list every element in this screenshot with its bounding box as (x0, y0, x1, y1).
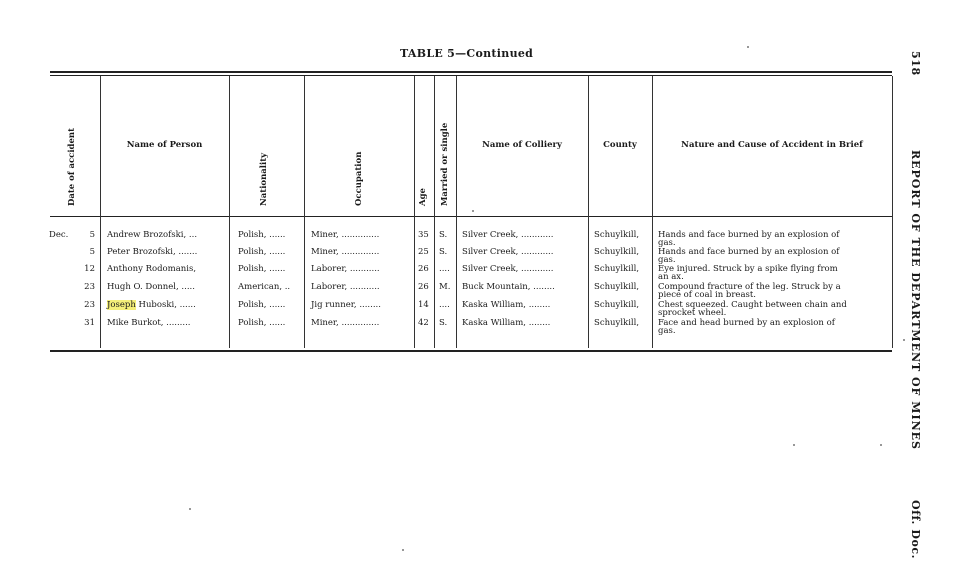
column-divider (100, 76, 101, 348)
scan-speck (402, 549, 404, 551)
cell-colliery: Kaska William, ........ (462, 300, 551, 310)
header-name: Name of Person (126, 140, 203, 150)
cell-occupation: Miner, .............. (311, 318, 380, 328)
column-divider (229, 76, 230, 348)
nature-line: Compound fracture of the leg. Struck by a (658, 282, 841, 292)
nature-line: sprocket wheel. (658, 308, 727, 318)
scan-speck (903, 339, 905, 341)
cell-nationality: Polish, ...... (238, 230, 286, 240)
header-county: County (603, 140, 637, 150)
cell-married: M. (439, 282, 451, 292)
column-divider (414, 76, 415, 348)
cell-name (107, 300, 196, 311)
nature-line: Eye injured. Struck by a spike flying from (658, 264, 838, 274)
name-remainder: Huboski, ...... (135, 300, 196, 310)
header-nationality: Nationality (259, 152, 269, 206)
cell-nationality: American, .. (238, 282, 291, 292)
header-colliery: Name of Colliery (482, 140, 562, 150)
nature-line: gas. (658, 255, 676, 265)
cell-name: Anthony Rodomanis, (107, 264, 197, 274)
header-age: Age (418, 188, 428, 206)
column-divider (304, 76, 305, 348)
cell-county: Schuylkill, (594, 230, 640, 240)
highlighted-name: Joseph (107, 300, 136, 310)
header-occupation: Occupation (354, 151, 364, 206)
nature-line: Hands and face burned by an explosion of (658, 247, 840, 257)
column-divider (652, 76, 653, 348)
cell-nationality: Polish, ...... (238, 318, 286, 328)
cell-age: 42 (418, 318, 429, 328)
nature-line: piece of coal in breast. (658, 290, 756, 300)
header-bottom-rule (50, 216, 892, 217)
cell-age: 35 (418, 230, 429, 240)
document-label: Off. Doc. (909, 500, 922, 560)
cell-nature (658, 319, 886, 335)
cell-day: 5 (89, 230, 95, 240)
table-top-rule (50, 71, 892, 73)
cell-nature (658, 248, 886, 264)
cell-nature (658, 231, 886, 247)
table-bottom-rule (50, 350, 892, 352)
header-married: Married or single (440, 122, 450, 206)
table-top-rule-thin (50, 75, 892, 76)
nature-line: gas. (658, 238, 676, 248)
header-date: Date of accident (67, 127, 77, 206)
scan-speck (189, 508, 191, 510)
cell-day: 5 (89, 247, 95, 257)
cell-day: 23 (84, 282, 95, 292)
column-divider (434, 76, 435, 348)
header-nature: Nature and Cause of Accident in Brief (681, 140, 863, 150)
cell-age: 14 (418, 300, 429, 310)
cell-day: 31 (84, 318, 95, 328)
cell-nationality: Polish, ...... (238, 300, 286, 310)
cell-married: S. (439, 230, 448, 240)
cell-name: Hugh O. Donnel, ..... (107, 282, 195, 292)
scan-speck (747, 46, 749, 48)
cell-married: S. (439, 247, 448, 257)
column-divider (892, 76, 893, 348)
cell-nature (658, 283, 886, 299)
table-title: TABLE 5—Continued (400, 47, 534, 60)
cell-occupation: Laborer, ........... (311, 282, 380, 292)
cell-colliery: Silver Creek, ............ (462, 230, 554, 240)
cell-county: Schuylkill, (594, 300, 640, 310)
cell-married: S. (439, 318, 448, 328)
column-divider (588, 76, 589, 348)
cell-colliery: Buck Mountain, ........ (462, 282, 555, 292)
cell-age: 26 (418, 282, 429, 292)
cell-age: 25 (418, 247, 429, 257)
cell-colliery: Kaska William, ........ (462, 318, 551, 328)
nature-line: Chest squeezed. Caught between chain and (658, 300, 847, 310)
cell-occupation: Jig runner, ........ (311, 300, 381, 310)
cell-name: Peter Brozofski, ....... (107, 247, 198, 257)
cell-married: .... (439, 300, 450, 310)
cell-married: .... (439, 264, 450, 274)
month-label: Dec. (49, 230, 69, 240)
cell-occupation: Laborer, ........... (311, 264, 380, 274)
cell-name: Andrew Brozofski, ... (107, 230, 198, 240)
cell-occupation: Miner, .............. (311, 230, 380, 240)
cell-age: 26 (418, 264, 429, 274)
cell-county: Schuylkill, (594, 282, 640, 292)
cell-nature (658, 301, 886, 317)
cell-nationality: Polish, ...... (238, 264, 286, 274)
scan-speck (793, 444, 795, 446)
nature-line: gas. (658, 326, 676, 336)
nature-line: an ax. (658, 272, 684, 282)
cell-colliery: Silver Creek, ............ (462, 264, 554, 274)
page-number: 518 (909, 51, 922, 76)
nature-line: Hands and face burned by an explosion of (658, 230, 840, 240)
cell-nationality: Polish, ...... (238, 247, 286, 257)
scan-speck (472, 210, 474, 212)
scan-speck (880, 444, 882, 446)
nature-line: Face and head burned by an explosion of (658, 318, 835, 328)
cell-occupation: Miner, .............. (311, 247, 380, 257)
cell-day: 23 (84, 300, 95, 310)
cell-county: Schuylkill, (594, 318, 640, 328)
cell-county: Schuylkill, (594, 247, 640, 257)
cell-day: 12 (84, 264, 95, 274)
column-divider (456, 76, 457, 348)
cell-county: Schuylkill, (594, 264, 640, 274)
cell-name: Mike Burkot, ......... (107, 318, 191, 328)
cell-colliery: Silver Creek, ............ (462, 247, 554, 257)
running-head: REPORT OF THE DEPARTMENT OF MINES (909, 150, 922, 450)
cell-nature (658, 265, 886, 281)
